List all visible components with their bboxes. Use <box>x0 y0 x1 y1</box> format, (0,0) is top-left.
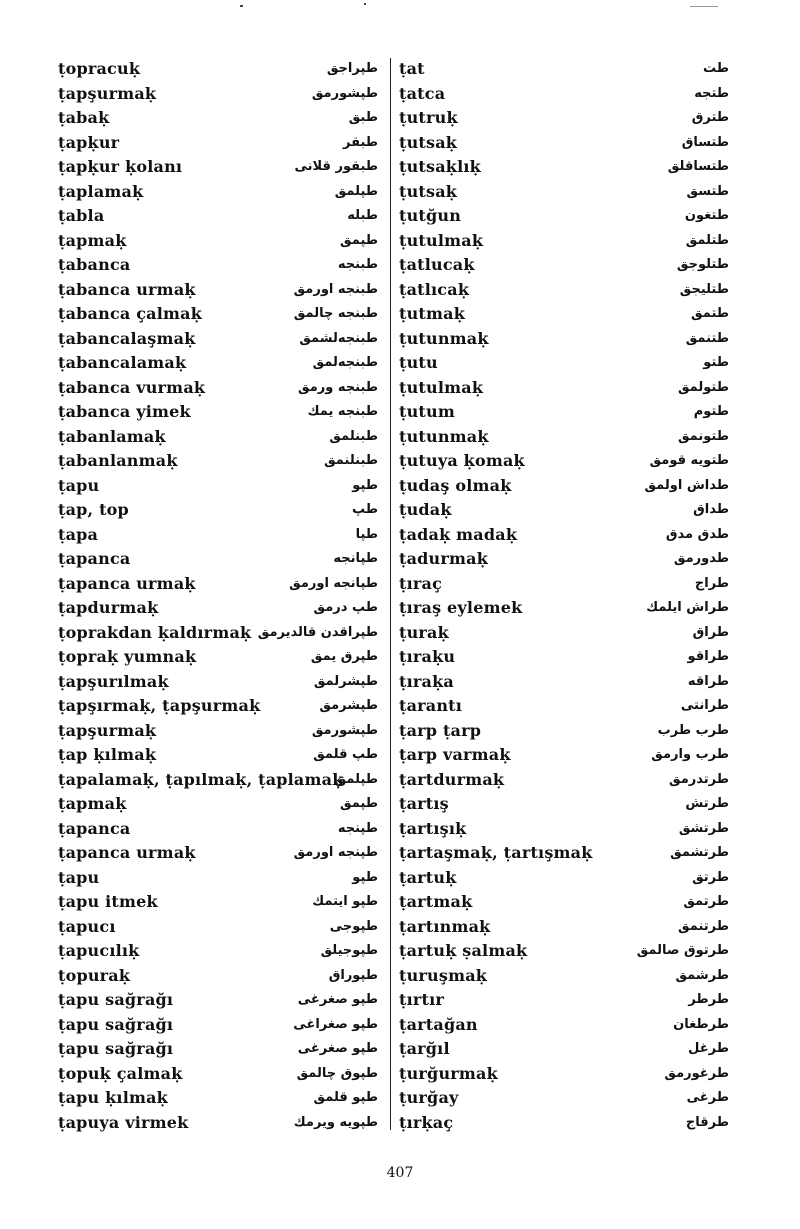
list-item <box>399 131 729 156</box>
entry-term: ṭabancalaşmaḳ <box>58 328 196 348</box>
entry-term: ṭutsaḳ <box>399 132 458 152</box>
left-column <box>58 57 378 1135</box>
entry-ottoman: طپوجيلق <box>320 943 378 958</box>
entry-ottoman: طتمق <box>691 306 729 321</box>
scan-speck <box>240 5 243 7</box>
entry-ottoman: طداش اولمق <box>644 477 729 493</box>
entry-term: ṭapanca urmaḳ <box>58 573 196 593</box>
entry-ottoman: طتسق <box>686 183 729 199</box>
page-number: 407 <box>386 1165 414 1181</box>
list-item <box>58 792 378 817</box>
list-item <box>58 204 378 229</box>
list-item <box>58 964 378 989</box>
entry-ottoman: طترق <box>691 110 729 125</box>
entry-ottoman: طبقور قلانى <box>294 159 378 174</box>
entry-ottoman: طرتشق <box>678 820 729 836</box>
entry-term: ṭapa <box>58 524 99 544</box>
entry-ottoman: طپ قلمق <box>313 747 378 762</box>
list-item <box>58 106 378 131</box>
entry-term: ṭopracuḳ <box>58 59 141 78</box>
entry-term: ṭapucılıḳ <box>58 941 140 960</box>
list-item <box>399 82 729 107</box>
list-item <box>399 253 729 278</box>
entry-term: ṭapu itmek <box>58 892 158 911</box>
entry-term: ṭabanca yimek <box>58 402 191 421</box>
entry-term: ṭopuḳ çalmaḳ <box>58 1063 183 1083</box>
entry-ottoman: طپشورمق <box>311 722 378 738</box>
entry-term: ṭapu <box>58 475 100 495</box>
list-item <box>399 866 729 891</box>
entry-ottoman: طپويه ويرمك <box>293 1114 378 1130</box>
entry-term: ṭartuḳ ṣalmaḳ <box>399 941 528 960</box>
entry-term: ṭuraḳ <box>399 622 449 642</box>
entry-ottoman: طبله <box>347 208 378 223</box>
entry-ottoman: طپمق <box>340 232 378 248</box>
entry-term: ṭartışıḳ <box>399 818 467 838</box>
entry-term: ṭapmaḳ <box>58 230 127 250</box>
list-item <box>58 82 378 107</box>
list-item <box>399 1086 729 1111</box>
entry-ottoman: طرغى <box>686 1090 729 1105</box>
entry-term: ṭatlucaḳ <box>399 255 475 274</box>
entry-ottoman: طراش ايلمك <box>646 600 729 615</box>
list-item <box>58 180 378 205</box>
entry-ottoman: طپو <box>352 869 378 885</box>
list-item <box>58 768 378 793</box>
list-item <box>58 131 378 156</box>
entry-term: ṭudaḳ <box>399 500 452 519</box>
entry-term: ṭapu sağrağı <box>58 1039 174 1058</box>
list-item <box>399 1013 729 1038</box>
entry-ottoman: طتليجق <box>679 281 729 297</box>
entry-ottoman: طرقاج <box>685 1114 729 1130</box>
list-item <box>58 866 378 891</box>
list-item <box>399 743 729 768</box>
entry-term: ṭutunmaḳ <box>399 426 489 446</box>
list-item <box>399 915 729 940</box>
entry-term: ṭapşırmaḳ, ṭapşurmaḳ <box>58 696 261 715</box>
entry-ottoman: طپوجى <box>329 918 378 934</box>
list-item <box>58 841 378 866</box>
list-item <box>399 106 729 131</box>
entry-ottoman: طراج <box>694 575 729 591</box>
list-item <box>399 351 729 376</box>
entry-term: ṭapanca <box>58 818 131 838</box>
entry-ottoman: طپانجه <box>333 551 378 566</box>
list-item <box>58 621 378 646</box>
entry-ottoman: طپشورمق <box>311 85 378 101</box>
list-item <box>399 890 729 915</box>
list-item <box>399 449 729 474</box>
entry-ottoman: طپشرلمق <box>313 673 378 689</box>
entry-ottoman: طتساق <box>681 134 729 150</box>
list-item <box>399 939 729 964</box>
entry-term: ṭopuraḳ <box>58 965 131 985</box>
list-item <box>58 278 378 303</box>
entry-term: ṭap ḳılmaḳ <box>58 745 157 764</box>
entry-term: ṭapşurmaḳ <box>58 83 157 103</box>
entry-ottoman: طدق مدق <box>665 526 729 542</box>
list-item <box>399 327 729 352</box>
entry-term: ṭutsaḳlıḳ <box>399 157 481 176</box>
list-item <box>58 1037 378 1062</box>
entry-ottoman: طپلمق <box>334 771 378 787</box>
list-item <box>58 351 378 376</box>
list-item <box>399 155 729 180</box>
entry-ottoman: طتغون <box>684 208 729 223</box>
entry-term: ṭutuya ḳomaḳ <box>399 451 525 470</box>
entry-ottoman: طبق <box>348 110 378 125</box>
entry-term: ṭapu sağrağı <box>58 990 174 1009</box>
entry-term: ṭartdurmaḳ <box>399 769 505 789</box>
column-divider <box>390 58 391 1130</box>
scan-speck <box>690 6 718 7</box>
list-item <box>58 302 378 327</box>
entry-term: ṭapalamaḳ, ṭapılmaḳ, ṭaplamaḳ <box>58 769 344 789</box>
entry-term: ṭıraç <box>399 573 443 593</box>
entry-ottoman: طرطغان <box>673 1016 729 1032</box>
entry-ottoman: طرتنمق <box>678 918 729 934</box>
list-item <box>58 474 378 499</box>
entry-ottoman: طپلمق <box>334 183 378 199</box>
entry-ottoman: طبنجه <box>337 257 378 272</box>
entry-ottoman: طپمق <box>340 796 378 811</box>
list-item <box>58 327 378 352</box>
entry-ottoman: طپانجه اورمق <box>289 575 378 591</box>
entry-ottoman: طپوراق <box>328 967 378 983</box>
entry-term: ṭıraḳa <box>399 671 454 691</box>
entry-term: ṭapucı <box>58 916 116 936</box>
entry-ottoman: طراق <box>692 624 729 640</box>
entry-term: ṭuruşmaḳ <box>399 965 488 985</box>
list-item <box>58 915 378 940</box>
list-item <box>399 498 729 523</box>
list-item <box>399 229 729 254</box>
entry-ottoman: طرتمق <box>683 894 729 909</box>
entry-term: ṭudaş olmaḳ <box>399 475 512 495</box>
entry-ottoman: طپنجه اورمق <box>293 845 378 860</box>
entry-ottoman: طرتدرمق <box>669 771 729 787</box>
entry-ottoman: طرطر <box>688 992 729 1007</box>
entry-ottoman: طپراقدن قالديرمق <box>257 624 378 640</box>
entry-term: ṭaplamaḳ <box>58 181 144 201</box>
entry-ottoman: طراقه <box>687 673 729 689</box>
entry-term: ṭapu ḳılmaḳ <box>58 1088 168 1107</box>
entry-term: ṭutulmaḳ <box>399 377 484 397</box>
entry-ottoman: طبنجه‌لمق <box>312 355 378 370</box>
entry-ottoman: طپو ايتمك <box>312 894 378 909</box>
entry-ottoman: طپو صغرغى <box>297 992 378 1007</box>
entry-term: ṭabanca urmaḳ <box>58 279 196 299</box>
entry-term: ṭapşurmaḳ <box>58 720 157 740</box>
entry-term: ṭarğıl <box>399 1039 450 1058</box>
list-item <box>58 425 378 450</box>
list-item <box>399 180 729 205</box>
list-item <box>58 694 378 719</box>
entry-term: ṭat <box>399 59 425 78</box>
list-item <box>58 719 378 744</box>
entry-term: ṭıraş eylemek <box>399 598 523 617</box>
list-item <box>399 596 729 621</box>
entry-ottoman: طپشرمق <box>319 698 378 713</box>
list-item <box>399 841 729 866</box>
entry-term: ṭartış <box>399 794 449 813</box>
entry-term: ṭapanca <box>58 549 131 568</box>
list-item <box>399 645 729 670</box>
entry-term: ṭapu <box>58 867 100 887</box>
list-item <box>58 1062 378 1087</box>
entry-ottoman: طرشمق <box>675 967 729 983</box>
entry-ottoman: طتجه <box>694 85 729 101</box>
entry-term: ṭabanca <box>58 255 131 274</box>
entry-ottoman: طپو قلمق <box>313 1090 378 1105</box>
list-item <box>399 694 729 719</box>
entry-term: ṭabancalamaḳ <box>58 353 187 372</box>
entry-ottoman: طرتش <box>685 796 729 811</box>
entry-ottoman: طرغل <box>688 1041 729 1056</box>
list-item <box>58 890 378 915</box>
list-item <box>58 817 378 842</box>
entry-ottoman: طتو <box>703 355 729 370</box>
list-item <box>58 743 378 768</box>
entry-term: ṭadaḳ madaḳ <box>399 524 518 544</box>
list-item <box>58 645 378 670</box>
entry-ottoman: طتلمق <box>685 232 729 248</box>
entry-ottoman: طتونمق <box>677 428 729 444</box>
list-item <box>399 572 729 597</box>
entry-ottoman: طرغورمق <box>664 1065 729 1081</box>
entry-term: ṭutruḳ <box>399 108 458 127</box>
list-item <box>58 253 378 278</box>
list-item <box>399 768 729 793</box>
entry-ottoman: طت <box>702 61 729 76</box>
list-item <box>58 376 378 401</box>
entry-term: ṭartaşmaḳ, ṭartışmaḳ <box>399 843 593 862</box>
entry-term: ṭıraḳu <box>399 647 456 666</box>
entry-term: ṭarp ṭarp <box>399 720 482 740</box>
entry-ottoman: طتنمق <box>685 330 729 346</box>
entry-term: ṭopraḳ yumnaḳ <box>58 647 197 666</box>
entry-term: ṭabanca vurmaḳ <box>58 377 206 397</box>
entry-ottoman: طپ <box>351 502 378 517</box>
entry-ottoman: طتساقلق <box>667 159 729 174</box>
entry-term: ṭabla <box>58 206 105 225</box>
list-item <box>58 1013 378 1038</box>
entry-term: ṭabanlanmaḳ <box>58 451 178 470</box>
list-item <box>399 1037 729 1062</box>
entry-term: ṭutu <box>399 353 438 372</box>
list-item <box>399 425 729 450</box>
entry-ottoman: طرب طرب <box>657 722 729 738</box>
right-column <box>399 57 729 1135</box>
entry-ottoman: طتوم <box>693 404 729 419</box>
entry-ottoman: طرب وارمق <box>651 747 729 762</box>
entry-ottoman: طپو صغرغى <box>297 1041 378 1056</box>
list-item <box>399 302 729 327</box>
entry-term: ṭapuya virmek <box>58 1112 189 1132</box>
entry-ottoman: طبنلمق <box>329 428 378 444</box>
entry-ottoman: طراقو <box>687 649 729 664</box>
list-item <box>399 547 729 572</box>
entry-term: ṭurğay <box>399 1088 459 1107</box>
entry-ottoman: طپ درمق <box>313 600 378 615</box>
list-item <box>399 523 729 548</box>
list-item <box>399 1111 729 1136</box>
entry-ottoman: طبنجه چالمق <box>293 306 378 321</box>
list-item <box>58 155 378 180</box>
list-item <box>58 939 378 964</box>
entry-ottoman: طپو <box>352 477 378 493</box>
entry-ottoman: طدورمق <box>673 551 729 566</box>
list-item <box>58 596 378 621</box>
list-item <box>399 988 729 1013</box>
entry-term: ṭırtır <box>399 990 444 1009</box>
entry-term: ṭutulmaḳ <box>399 230 484 250</box>
entry-ottoman: طتويه قومق <box>649 453 729 468</box>
entry-term: ṭartağan <box>399 1014 478 1034</box>
entry-ottoman: طپوق چالمق <box>296 1065 378 1081</box>
list-item <box>399 1062 729 1087</box>
list-item <box>58 572 378 597</box>
list-item <box>58 400 378 425</box>
list-item <box>399 376 729 401</box>
entry-ottoman: طپرق يمق <box>310 649 378 664</box>
list-item <box>58 988 378 1013</box>
entry-term: ṭarantı <box>399 696 463 715</box>
list-item <box>58 498 378 523</box>
entry-term: ṭadurmaḳ <box>399 549 488 568</box>
entry-ottoman: طتلوجق <box>676 257 729 272</box>
entry-term: ṭap, top <box>58 500 129 519</box>
entry-ottoman: طبنجه‌لشمق <box>299 330 378 346</box>
entry-term: ṭabaḳ <box>58 108 110 127</box>
list-item <box>399 621 729 646</box>
list-item <box>399 204 729 229</box>
entry-term: ṭapanca urmaḳ <box>58 843 196 862</box>
entry-term: ṭartuḳ <box>399 867 457 887</box>
entry-term: ṭırḳaç <box>399 1112 454 1132</box>
entry-term: ṭutğun <box>399 206 462 225</box>
entry-ottoman: طرتوق صالمق <box>636 943 729 958</box>
entry-ottoman: طپراجق <box>326 61 378 76</box>
entry-term: ṭapḳur <box>58 132 120 152</box>
list-item <box>58 1086 378 1111</box>
list-item <box>399 670 729 695</box>
entry-term: ṭapdurmaḳ <box>58 598 159 617</box>
entry-term: ṭabanlamaḳ <box>58 426 166 446</box>
entry-ottoman: طپو صغراغى <box>293 1016 378 1032</box>
entry-term: ṭatca <box>399 83 446 103</box>
entry-ottoman: طرتق <box>692 869 729 885</box>
entry-ottoman: طبنجه اورمق <box>293 281 378 297</box>
entry-ottoman: طرتشمق <box>670 845 729 860</box>
entry-term: ṭarp varmaḳ <box>399 745 511 764</box>
entry-term: ṭutunmaḳ <box>399 328 489 348</box>
entry-term: ṭartınmaḳ <box>399 916 491 936</box>
list-item <box>399 964 729 989</box>
entry-term: ṭapḳur ḳolanı <box>58 157 183 176</box>
entry-term: ṭapu sağrağı <box>58 1014 174 1034</box>
entry-term: ṭutmaḳ <box>399 304 465 323</box>
list-item <box>399 57 729 82</box>
list-item <box>58 229 378 254</box>
entry-ottoman: طرانتى <box>680 698 729 713</box>
list-item <box>58 547 378 572</box>
list-item <box>58 57 378 82</box>
entry-term: ṭabanca çalmaḳ <box>58 304 202 323</box>
list-item <box>399 817 729 842</box>
list-item <box>58 523 378 548</box>
list-item <box>58 670 378 695</box>
entry-term: ṭapmaḳ <box>58 794 127 813</box>
entry-ottoman: طداق <box>693 502 729 517</box>
list-item <box>399 719 729 744</box>
scan-speck <box>364 3 366 5</box>
entry-term: ṭartmaḳ <box>399 892 473 911</box>
list-item <box>399 792 729 817</box>
entry-ottoman: طپنجه <box>337 820 378 836</box>
entry-term: ṭutsaḳ <box>399 181 458 201</box>
list-item <box>58 449 378 474</box>
list-item <box>58 1111 378 1136</box>
entry-term: ṭapşurılmaḳ <box>58 671 169 691</box>
list-item <box>399 400 729 425</box>
list-item <box>399 474 729 499</box>
entry-ottoman: طتولمق <box>677 379 729 395</box>
entry-term: ṭutum <box>399 402 455 421</box>
entry-ottoman: طبنلنمق <box>324 453 378 468</box>
entry-term: ṭurğurmaḳ <box>399 1063 498 1083</box>
entry-term: ṭoprakdan ḳaldırmaḳ <box>58 622 252 642</box>
list-item <box>399 278 729 303</box>
entry-ottoman: طپا <box>355 526 378 542</box>
entry-ottoman: طبقر <box>343 134 378 150</box>
entry-term: ṭatlıcaḳ <box>399 279 470 299</box>
entry-ottoman: طبنجه يمك <box>307 404 378 419</box>
entry-ottoman: طبنجه ورمق <box>298 379 378 395</box>
